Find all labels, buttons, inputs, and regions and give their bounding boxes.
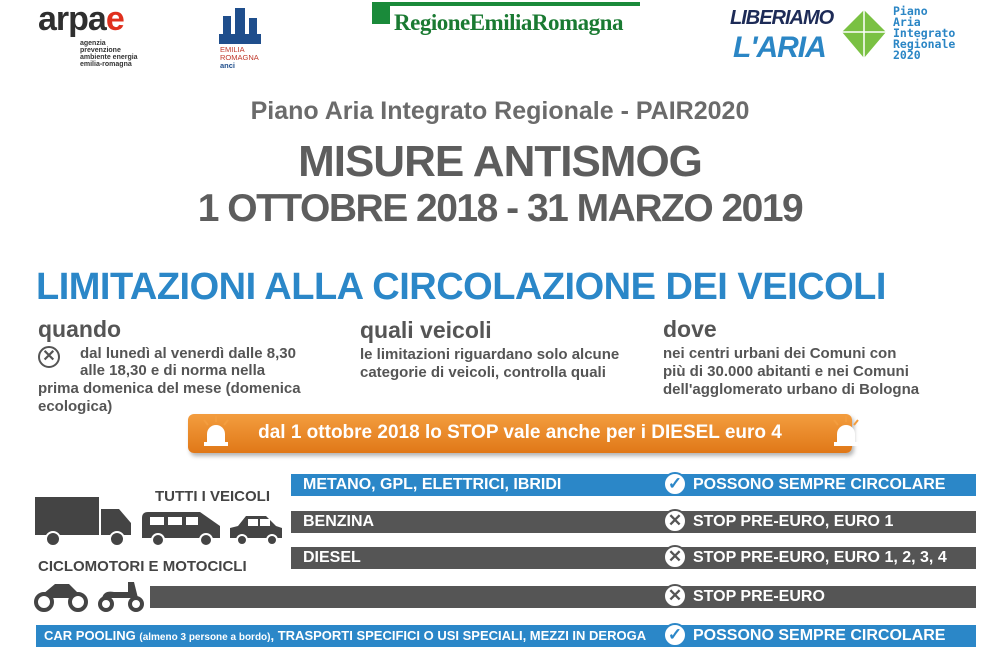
regione-flag-icon <box>372 4 390 24</box>
row-diesel <box>291 547 976 569</box>
liberiamo-logo-bottom: L'ARIA <box>733 31 826 64</box>
quando-text-2: alle 18,30 e di norma nella <box>80 362 266 379</box>
quali-text-1: le limitazioni riguardano solo alcune <box>360 346 620 363</box>
kite-icon <box>840 8 888 60</box>
x-icon: ✕ <box>663 545 687 569</box>
row-fuel-label: BENZINA <box>303 513 375 530</box>
dove-heading: dove <box>663 316 717 342</box>
x-icon: ✕ <box>663 584 687 608</box>
dove-text-3: dell'agglomerato urbano di Bologna <box>663 381 920 398</box>
plan-title: Piano Aria Integrato Regionale - PAIR2020 <box>250 97 750 125</box>
x-circle-icon: ✕ <box>38 346 60 368</box>
quali-heading: quali veicoli <box>360 317 492 343</box>
anci-logo-text: EMILIA ROMAGNA anci <box>220 45 259 70</box>
motorcycles-label: CICLOMOTORI E MOTOCICLI <box>38 558 247 575</box>
dove-text-1: nei centri urbani dei Comuni con <box>663 345 897 362</box>
row-fuel-label: METANO, GPL, ELETTRICI, IBRIDI <box>303 476 562 493</box>
dove-text-2: più di 30.000 abitanti e nei Comuni <box>663 363 909 380</box>
alarm-light-icon <box>198 414 234 448</box>
quando-text-3: prima domenica del mese (domenica <box>38 380 301 397</box>
row-status-label: STOP PRE-EURO, EURO 1 <box>693 513 894 530</box>
liberiamo-logo-top: LIBERIAMO <box>730 7 834 29</box>
pair-logo-text: Piano Aria Integrato Regionale 2020 <box>893 4 956 62</box>
alarm-light-icon <box>828 414 864 448</box>
truck-icon <box>33 495 133 547</box>
quando-text-1: dal lunedì al venerdì dalle 8,30 <box>80 345 296 362</box>
scooter-icon <box>96 576 146 612</box>
row-metano <box>291 474 976 496</box>
van-icon <box>140 508 224 548</box>
regione-logo-text: RegioneEmiliaRomagna <box>394 10 623 35</box>
quando-heading: quando <box>38 316 122 342</box>
arpae-subtitle: agenzia prevenzione ambiente energia emilia-romagna <box>80 40 138 68</box>
row-fuel-label: DIESEL <box>303 549 361 566</box>
section-title: LIMITAZIONI ALLA CIRCOLAZIONE DEI VEICOLI <box>36 266 886 308</box>
check-icon: ✓ <box>663 623 687 647</box>
row-moto <box>150 586 976 608</box>
quali-text-2: categorie di veicoli, controlla quali <box>360 364 606 381</box>
check-icon: ✓ <box>663 472 687 496</box>
row-status-label: STOP PRE-EURO, EURO 1, 2, 3, 4 <box>693 549 947 566</box>
car-icon <box>228 512 284 548</box>
carpool-label: CAR POOLING (almeno 3 persone a bordo), TRASPORTI SPECIFICI O USI SPECIALI, MEZZI IN DEROGA <box>44 628 647 643</box>
quando-text-4: ecologica) <box>38 398 113 415</box>
row-status-label: STOP PRE-EURO <box>693 588 825 605</box>
row-benzina <box>291 511 976 533</box>
carpool-status: POSSONO SEMPRE CIRCOLARE <box>693 627 946 644</box>
row-carpool <box>36 625 976 647</box>
all-vehicles-label: TUTTI I VEICOLI <box>155 488 270 505</box>
regione-logo <box>372 4 640 38</box>
diesel-banner <box>188 414 852 453</box>
x-icon: ✕ <box>663 509 687 533</box>
banner-text: dal 1 ottobre 2018 lo STOP vale anche per i DIESEL euro 4 <box>258 422 782 443</box>
arpae-logo: arpae <box>38 0 124 38</box>
motorcycle-icon <box>33 576 89 612</box>
regione-logo-line <box>372 2 640 6</box>
dates-title: 1 OTTOBRE 2018 - 31 MARZO 2019 <box>197 187 803 230</box>
main-title: MISURE ANTISMOG <box>298 137 702 186</box>
row-status-label: POSSONO SEMPRE CIRCOLARE <box>693 476 946 493</box>
